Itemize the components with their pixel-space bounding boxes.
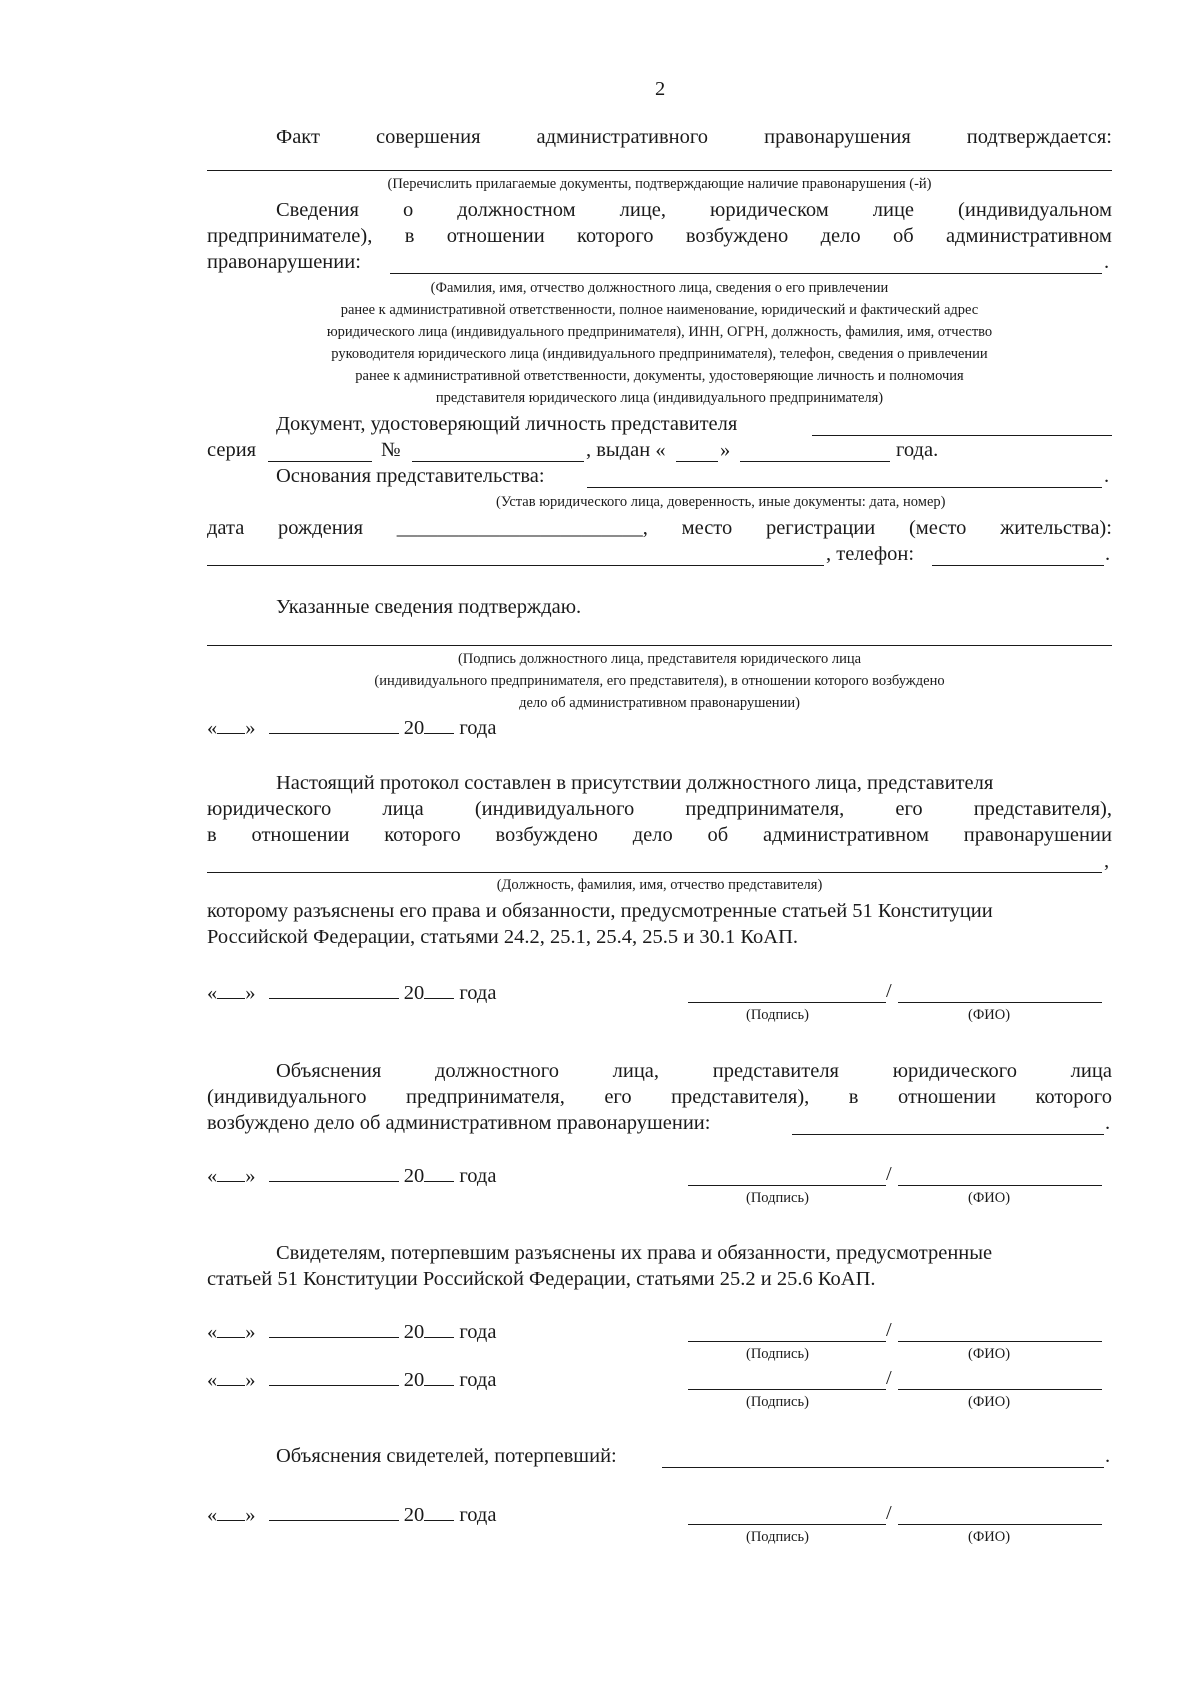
signature-field[interactable] bbox=[688, 1002, 886, 1003]
issue-month-field[interactable] bbox=[740, 461, 890, 462]
info-caption-4: руководителя юридического лица (индивидуального предпринимателя), телефон, сведения о привлечении bbox=[331, 346, 988, 362]
date-row-2: « » 20 года bbox=[207, 982, 497, 1004]
signature-field[interactable] bbox=[688, 1524, 886, 1525]
fio-field[interactable] bbox=[898, 1185, 1102, 1186]
signature-caption: (Подпись) bbox=[746, 1190, 809, 1206]
witness-explanation-field[interactable] bbox=[662, 1467, 1104, 1468]
day-field[interactable] bbox=[217, 1502, 245, 1521]
fio-field[interactable] bbox=[898, 1341, 1102, 1342]
year-field[interactable] bbox=[424, 1163, 454, 1182]
representative-caption: (Должность, фамилия, имя, отчество представителя) bbox=[496, 877, 823, 893]
fact-caption: (Перечислить прилагаемые документы, подтверждающие наличие правонарушения (-й) bbox=[387, 176, 932, 192]
fio-caption: (ФИО) bbox=[968, 1007, 1011, 1023]
year-field[interactable] bbox=[424, 1367, 454, 1386]
fio-caption: (ФИО) bbox=[968, 1394, 1011, 1410]
year-field[interactable] bbox=[424, 1319, 454, 1338]
witness-explanation-label: Объяснения свидетелей, потерпевший: bbox=[276, 1445, 617, 1467]
month-field[interactable] bbox=[269, 715, 399, 734]
date-row-5: « » 20 года bbox=[207, 1369, 497, 1391]
info-caption-3: юридического лица (индивидуального предпринимателя), ИНН, ОГРН, должность, фамилия, имя, отчество bbox=[326, 324, 993, 340]
confirm-caption-3: дело об административном правонарушении) bbox=[519, 695, 800, 711]
registration-field[interactable] bbox=[207, 565, 824, 566]
issued-label: , выдан « bbox=[586, 439, 666, 461]
year-field[interactable] bbox=[424, 715, 454, 734]
fio-field[interactable] bbox=[898, 1389, 1102, 1390]
day-field[interactable] bbox=[217, 980, 245, 999]
date-row-1: « » 20 года bbox=[207, 717, 497, 739]
confirm-caption-1: (Подпись должностного лица, представителя юридического лица bbox=[457, 651, 862, 667]
signature-field[interactable] bbox=[688, 1185, 886, 1186]
info-caption-5: ранее к административной ответственности, документы, удостоверяющие личность и полномочия bbox=[355, 368, 964, 384]
info-line-3-label: правонарушении: bbox=[207, 251, 361, 273]
presence-line-6: Российской Федерации, статьями 24.2, 25.1, 25.4, 25.5 и 30.1 КоАП. bbox=[207, 926, 799, 948]
presence-line-3: в отношении которого возбуждено дело об административном правонарушении bbox=[207, 824, 1112, 846]
number-label: № bbox=[381, 439, 401, 461]
series-label: серия bbox=[207, 439, 257, 461]
fio-caption: (ФИО) bbox=[968, 1190, 1011, 1206]
date-row-6: « » 20 года bbox=[207, 1504, 497, 1526]
offender-info-field[interactable] bbox=[390, 273, 1102, 274]
month-field[interactable] bbox=[269, 1163, 399, 1182]
signature-caption: (Подпись) bbox=[746, 1394, 809, 1410]
day-field[interactable] bbox=[217, 1163, 245, 1182]
witnesses-line-2: статьей 51 Конституции Российской Федерации, статьями 25.2 и 25.6 КоАП. bbox=[207, 1268, 876, 1290]
series-field[interactable] bbox=[268, 461, 372, 462]
info-caption-1: (Фамилия, имя, отчество должностного лица, сведения о его привлечении bbox=[430, 280, 889, 296]
document-label: Документ, удостоверяющий личность представителя bbox=[276, 413, 738, 435]
id-document-field[interactable] bbox=[812, 435, 1112, 436]
year-label: года. bbox=[896, 439, 939, 461]
presence-line-1: Настоящий протокол составлен в присутствии должностного лица, представителя bbox=[276, 772, 994, 794]
day-field[interactable] bbox=[217, 1367, 245, 1386]
fact-documents-field[interactable] bbox=[207, 170, 1112, 171]
year-field[interactable] bbox=[424, 980, 454, 999]
explanation-line-2: (индивидуального предпринимателя, его представителя), в отношении которого bbox=[207, 1086, 1112, 1108]
birth-date-field[interactable]: ________________________, bbox=[396, 517, 648, 539]
explanation-field[interactable] bbox=[792, 1134, 1104, 1135]
number-field[interactable] bbox=[412, 461, 584, 462]
day-field[interactable] bbox=[217, 715, 245, 734]
signature-caption: (Подпись) bbox=[746, 1529, 809, 1545]
phone-label: , телефон: bbox=[826, 543, 915, 565]
birth-line: дата рождения ________________________, место регистрации (место жительства): bbox=[207, 517, 1112, 539]
signature-field[interactable] bbox=[688, 1389, 886, 1390]
info-line-2: предпринимателе), в отношении которого возбуждено дело об административном bbox=[207, 225, 1112, 247]
confirm-caption-2: (индивидуального предпринимателя, его представителя), в отношении которого возбуждено bbox=[374, 673, 945, 689]
month-field[interactable] bbox=[269, 980, 399, 999]
explanation-line-1: Объяснения должностного лица, представителя юридического лица bbox=[276, 1060, 1112, 1082]
day-field[interactable] bbox=[217, 1319, 245, 1338]
presence-line-2: юридического лица (индивидуального предпринимателя, его представителя), bbox=[207, 798, 1112, 820]
month-field[interactable] bbox=[269, 1367, 399, 1386]
signature-caption: (Подпись) bbox=[746, 1346, 809, 1362]
explanation-line-3-label: возбуждено дело об административном правонарушении: bbox=[207, 1112, 711, 1134]
basis-caption: (Устав юридического лица, доверенность, иные документы: дата, номер) bbox=[496, 494, 946, 510]
signature-field[interactable] bbox=[688, 1341, 886, 1342]
witnesses-line-1: Свидетелям, потерпевшим разъяснены их права и обязанности, предусмотренные bbox=[276, 1242, 993, 1264]
page-number: 2 bbox=[655, 78, 666, 100]
phone-field[interactable] bbox=[932, 565, 1104, 566]
presence-line-5: которому разъяснены его права и обязанности, предусмотренные статьей 51 Конституции bbox=[207, 900, 993, 922]
info-caption-2: ранее к административной ответственности, полное наименование, юридический и фактический адрес bbox=[340, 302, 979, 318]
date-row-3: « » 20 года bbox=[207, 1165, 497, 1187]
fio-field[interactable] bbox=[898, 1524, 1102, 1525]
month-field[interactable] bbox=[269, 1502, 399, 1521]
representative-field[interactable] bbox=[207, 872, 1102, 873]
fio-caption: (ФИО) bbox=[968, 1529, 1011, 1545]
info-caption-6: представителя юридического лица (индивидуального предпринимателя) bbox=[435, 390, 884, 406]
basis-field[interactable] bbox=[587, 487, 1102, 488]
fact-line: Факт совершения административного правонарушения подтверждается: bbox=[276, 126, 1112, 148]
month-field[interactable] bbox=[269, 1319, 399, 1338]
year-field[interactable] bbox=[424, 1502, 454, 1521]
confirm-text: Указанные сведения подтверждаю. bbox=[276, 596, 582, 618]
date-row-4: « » 20 года bbox=[207, 1321, 497, 1343]
info-line-1: Сведения о должностном лице, юридическом лице (индивидуальном bbox=[276, 199, 1112, 221]
confirm-signature-field[interactable] bbox=[207, 645, 1112, 646]
fio-field[interactable] bbox=[898, 1002, 1102, 1003]
fio-caption: (ФИО) bbox=[968, 1346, 1011, 1362]
basis-label: Основания представительства: bbox=[276, 465, 545, 487]
document-page: 2 Факт совершения административного правонарушения подтверждается: (Перечислить прилагаемые документы, подтверждающие наличие правонарушения (-й) Сведения о должностном лице, юридическом лице (индивидуальном предпринимателе), в отношении которого возбуждено дело об административном правонарушении: . (Фамилия, имя, отчество должностного лица, сведения о его привлечении ранее к административной ответственности, полное наименование, юридический и фактический адрес юридического лица (индивидуального предпринимателя), ИНН, ОГРН, должность, фамилия, имя, отчество руководителя юридического лица (индивидуального предпринимателя), телефон, сведения о привлечении ранее к административной ответственности, документы, удостоверяющие личность и полномочия представителя юридического лица (индивидуального предпринимателя) Документ, удостоверяющий личность представителя серия № , выдан « » года. Основания представительства: . (Устав юридического лица, доверенность, иные документы: дата, номер) дата рождения ________________________, место регистрации (место жительства): , телефон: . Указанные сведения подтверждаю. (Подпись должностного лица, представителя юридического лица (индивидуального предпринимателя, его представителя), в отношении которого возбуждено дело об административном правонарушении) « » 20 года Настоящий протокол составлен в присутствии должностного лица, представителя юридического лица (индивидуального предпринимателя, его представителя), в отношении которого возбуждено дело об административном правонарушении , (Должность, фамилия, имя, отчество представителя) которому разъяснены его права и обязанности, предусмотренные статьей 51 Конституции Российской Федерации, статьями 24.2, 25.1, 25.4, 25.5 и 30.1 КоАП. « » 20 года / (Подпись) (ФИО) Объяснения должностного лица, представителя юридического лица (индивидуального предпринимателя, его представителя), в отношении которого возбуждено дело об административном правонарушении: . « » 20 года / (Подпись) (ФИО) Свидетелям, потерпевшим разъяснены их права и обязанности, предусмотренные статьей 51 Конституции Российской Федерации, статьями 25.2 и 25.6 КоАП. « » 20 года / (Подпись) (ФИО) « » 20 года / (Подпись) (ФИО) Объяснения свидетелей, потерпевший: . « » 20 года / (Подпись) (ФИО) bbox=[0, 0, 1200, 1698]
signature-caption: (Подпись) bbox=[746, 1007, 809, 1023]
issue-day-field[interactable] bbox=[676, 461, 718, 462]
